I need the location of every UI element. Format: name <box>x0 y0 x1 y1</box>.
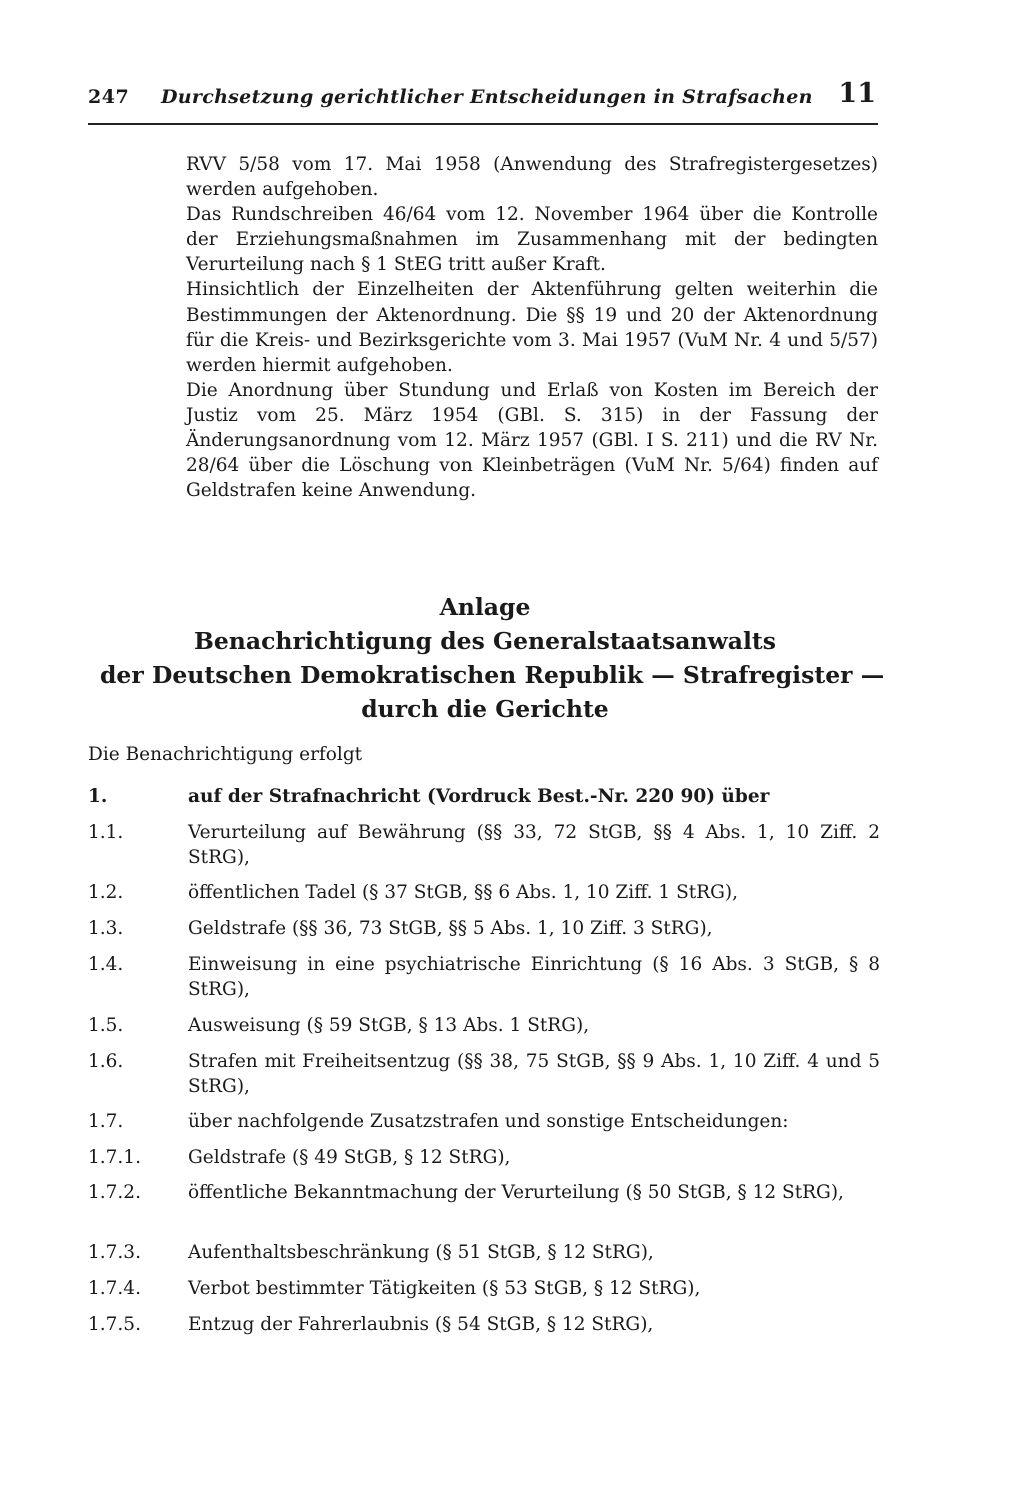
item-text: Strafen mit Freiheitsentzug (§§ 38, 75 StGB, §§ 9 Abs. 1, 10 Ziff. 4 und 5 StRG), <box>188 1051 880 1098</box>
item-text: Verbot bestimmter Tätigkeiten (§ 53 StGB, § 12 StRG), <box>188 1278 701 1299</box>
item-number: 1.7.4. <box>88 1278 141 1299</box>
item-text: Aufenthaltsbeschränkung (§ 51 StGB, § 12 StRG), <box>188 1242 654 1263</box>
item-number: 1.3. <box>88 918 124 939</box>
intro-paragraph: RVV 5/58 vom 17. Mai 1958 (Anwendung des Strafregistergesetzes) werden aufgehoben. <box>186 154 878 201</box>
intro-paragraph: Das Rundschreiben 46/64 vom 12. November 1964 über die Kontrolle der Erziehungsmaßnahmen im Zusammenhang mit der bedingten Verurteilung nach § 1 StEG tritt außer Kraft. <box>186 204 878 276</box>
item-number: 1.6. <box>88 1051 124 1072</box>
section-number: 11 <box>838 78 876 109</box>
item-text: öffentliche Bekanntmachung der Verurteilung (§ 50 StGB, § 12 StRG), <box>188 1182 844 1203</box>
item-text: Geldstrafe (§§ 36, 73 StGB, §§ 5 Abs. 1, 10 Ziff. 3 StRG), <box>188 918 713 939</box>
lead-text: Die Benachrichtigung erfolgt <box>88 744 363 765</box>
item-text: Geldstrafe (§ 49 StGB, § 12 StRG), <box>188 1147 511 1168</box>
item-number: 1.7.2. <box>88 1182 141 1203</box>
item-number: 1.7.1. <box>88 1147 141 1168</box>
item-text: Entzug der Fahrerlaubnis (§ 54 StGB, § 12 StRG), <box>188 1314 654 1335</box>
item-number: 1.1. <box>88 822 124 843</box>
anlage-title: Anlage <box>439 593 531 621</box>
item-number: 1.7. <box>88 1111 124 1132</box>
anlage-line: der Deutschen Demokratischen Republik — Strafregister — <box>100 661 885 689</box>
item-number: 1.4. <box>88 954 124 975</box>
intro-paragraph: Die Anordnung über Stundung und Erlaß von Kosten im Bereich der Justiz vom 25. März 1954 (GBl. S. 315) in der Fassung der Änderungsanordnung vom 12. März 1957 (GBl. I S. 211) und die RV Nr. 28/64 über die Löschung von Kleinbeträgen (VuM Nr. 5/64) finden auf Geldstrafen keine Anwendung. <box>186 379 878 502</box>
item-number: 1.7.5. <box>88 1314 141 1335</box>
item-number: 1. <box>88 786 108 807</box>
item-text: Ausweisung (§ 59 StGB, § 13 Abs. 1 StRG), <box>188 1015 590 1036</box>
item-number: 1.2. <box>88 882 124 903</box>
header-rule <box>88 123 878 125</box>
item-text: auf der Strafnachricht (Vordruck Best.-Nr. 220 90) über <box>188 786 770 807</box>
page-header <box>88 78 878 122</box>
item-text: Verurteilung auf Bewährung (§§ 33, 72 StGB, §§ 4 Abs. 1, 10 Ziff. 2 StRG), <box>188 822 880 869</box>
anlage-heading <box>100 590 885 726</box>
item-number: 1.7.3. <box>88 1242 141 1263</box>
running-head: Durchsetzung gerichtlicher Entscheidungen in Strafsachen <box>161 86 813 108</box>
intro-paragraph: Hinsichtlich der Einzelheiten der Aktenführung gelten weiterhin die Bestimmungen der Aktenordnung. Die §§ 19 und 20 der Aktenordnung für die Kreis- und Bezirksgerichte vom 3. Mai 1957 (VuM Nr. 4 und 5/57) werden hiermit aufgehoben. <box>186 279 878 376</box>
item-number: 1.5. <box>88 1015 124 1036</box>
item-text: über nachfolgende Zusatzstrafen und sonstige Entscheidungen: <box>188 1111 789 1132</box>
anlage-line: Benachrichtigung des Generalstaatsanwalts <box>193 627 776 655</box>
intro-text <box>186 152 878 503</box>
anlage-line: durch die Gerichte <box>361 695 609 723</box>
item-text: Einweisung in eine psychiatrische Einrichtung (§ 16 Abs. 3 StGB, § 8 StRG), <box>188 954 880 1001</box>
item-text: öffentlichen Tadel (§ 37 StGB, §§ 6 Abs. 1, 10 Ziff. 1 StRG), <box>188 882 738 903</box>
page-number: 247 <box>88 86 130 108</box>
